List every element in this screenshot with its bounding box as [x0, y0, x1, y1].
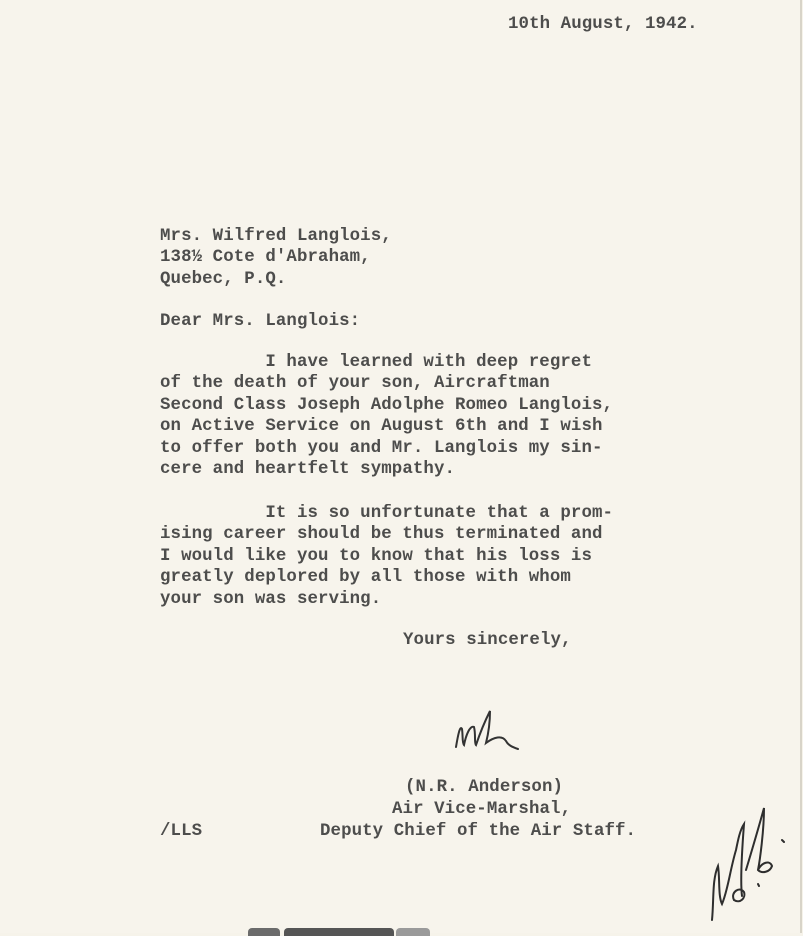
viewer-control[interactable] — [284, 928, 394, 936]
paragraph-1-line: I have learned with deep regret — [160, 353, 592, 372]
paragraph-1-line: to offer both you and Mr. Langlois my sin- — [160, 439, 603, 458]
paragraph-2-line: ising career should be thus terminated and — [160, 525, 603, 544]
salutation: Dear Mrs. Langlois: — [160, 312, 361, 331]
signatory-title: Deputy Chief of the Air Staff. — [320, 822, 637, 841]
viewer-control[interactable] — [396, 928, 430, 936]
paragraph-1-line: cere and heartfelt sympathy. — [160, 460, 456, 479]
closing: Yours sincerely, — [403, 631, 572, 650]
recipient-street: 138½ Cote d'Abraham, — [160, 248, 371, 267]
signatory-rank: Air Vice-Marshal, — [392, 800, 572, 819]
recipient-name: Mrs. Wilfred Langlois, — [160, 227, 392, 246]
handwritten-signature — [450, 705, 540, 755]
recipient-city: Quebec, P.Q. — [160, 270, 287, 289]
paragraph-2-line: I would like you to know that his loss is — [160, 547, 592, 566]
handwritten-initials — [700, 800, 800, 925]
paragraph-2-line: your son was serving. — [160, 590, 382, 609]
reference-initials: /LLS — [160, 822, 203, 841]
paragraph-1-line: on Active Service on August 6th and I wish — [160, 417, 603, 436]
signatory-name: (N.R. Anderson) — [405, 778, 564, 797]
paragraph-2-line: It is so unfortunate that a prom- — [160, 504, 614, 523]
paragraph-1-line: Second Class Joseph Adolphe Romeo Langlois, — [160, 396, 614, 415]
viewer-control[interactable] — [248, 928, 280, 936]
letter-date: 10th August, 1942. — [508, 15, 698, 34]
paragraph-1-line: of the death of your son, Aircraftman — [160, 374, 550, 393]
paragraph-2-line: greatly deplored by all those with whom — [160, 568, 571, 587]
